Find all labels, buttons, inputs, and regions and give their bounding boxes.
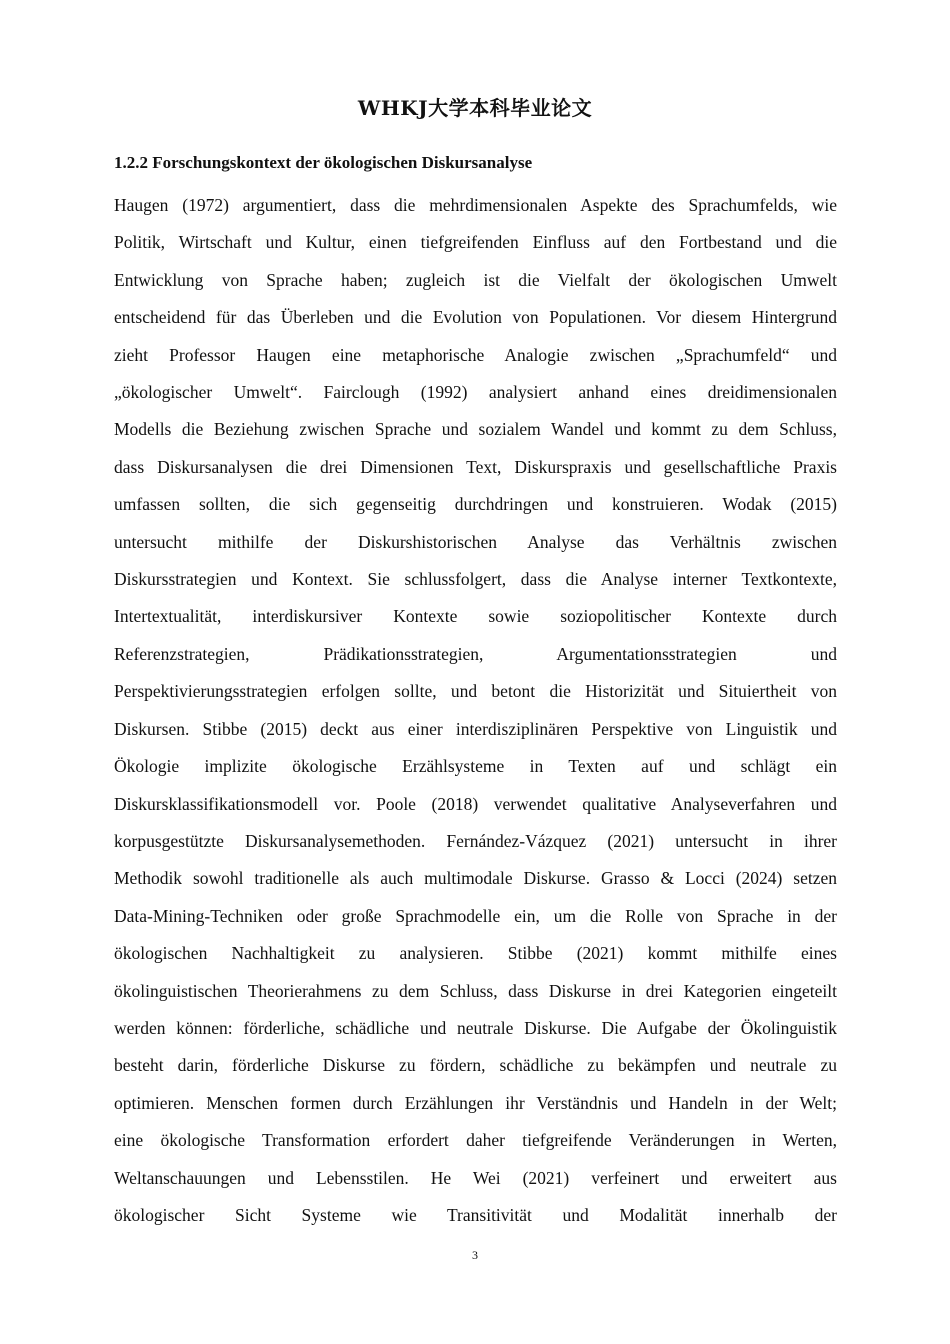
- paragraph-line: Politik, Wirtschaft und Kultur, einen tiefgreifenden Einfluss auf den Fortbestand und die: [114, 232, 837, 253]
- paragraph-line: ökologischer Sicht Systeme wie Transitivität und Modalität innerhalb der: [114, 1204, 837, 1225]
- body-paragraph: [114, 187, 837, 1234]
- paragraph-line: ökologischen Nachhaltigkeit zu analysieren. Stibbe (2021) kommt mithilfe eines: [114, 943, 837, 964]
- paragraph-line: Modells die Beziehung zwischen Sprache und sozialem Wandel und kommt zu dem Schluss,: [114, 419, 837, 440]
- paragraph-line: optimieren. Menschen formen durch Erzählungen ihr Verständnis und Handeln in der Welt;: [114, 1092, 837, 1113]
- paragraph-line: Referenzstrategien, Prädikationsstrategien, Argumentationsstrategien und: [114, 643, 837, 664]
- paragraph-line: untersucht mithilfe der Diskurshistorischen Analyse das Verhältnis zwischen: [114, 531, 837, 552]
- page-number: 3: [472, 1248, 478, 1262]
- paragraph-line: „ökologischer Umwelt“. Fairclough (1992) analysiert anhand eines dreidimensionalen: [114, 382, 837, 403]
- section-heading: 1.2.2 Forschungskontext der ökologischen Diskursanalyse: [114, 153, 533, 172]
- paragraph-line: Entwicklung von Sprache haben; zugleich ist die Vielfalt der ökologischen Umwelt: [114, 269, 837, 290]
- main-content: [114, 150, 837, 1234]
- paragraph-line: eine ökologische Transformation erfordert daher tiefgreifende Veränderungen in Werten,: [114, 1130, 837, 1151]
- paragraph-line: Data-Mining-Techniken oder große Sprachmodelle ein, um die Rolle von Sprache in der: [114, 905, 837, 926]
- page-header-title: WHKJ大学本科毕业论文: [357, 96, 593, 120]
- paragraph-line: Perspektivierungsstrategien erfolgen sollte, und betont die Historizität und Situiertheit von: [114, 681, 837, 702]
- paragraph-line: werden können: förderliche, schädliche und neutrale Diskurse. Die Aufgabe der Ökolinguistik: [114, 1017, 837, 1038]
- paragraph-line: Weltanschauungen und Lebensstilen. He Wei (2021) verfeinert und erweitert aus: [114, 1167, 837, 1188]
- paragraph-line: Intertextualität, interdiskursiver Kontexte sowie soziopolitischer Kontexte durch: [114, 606, 837, 627]
- paragraph-line: Haugen (1972) argumentiert, dass die mehrdimensionalen Aspekte des Sprachumfelds, wie: [114, 195, 837, 215]
- paragraph-line: Methodik sowohl traditionelle als auch multimodale Diskurse. Grasso & Locci (2024) setzen: [114, 868, 837, 889]
- paragraph-line: zieht Professor Haugen eine metaphorische Analogie zwischen „Sprachumfeld“ und: [114, 344, 837, 365]
- paragraph-line: Diskursklassifikationsmodell vor. Poole (2018) verwendet qualitative Analyseverfahren und: [114, 793, 837, 814]
- paragraph-line: dass Diskursanalysen die drei Dimensionen Text, Diskurspraxis und gesellschaftliche Praxis: [114, 456, 837, 477]
- paragraph-line: Diskursstrategien und Kontext. Sie schlussfolgert, dass die Analyse interner Textkontexte,: [114, 569, 837, 590]
- paragraph-line: ökolinguistischen Theorierahmens zu dem Schluss, dass Diskurse in drei Kategorien eingeteilt: [114, 980, 837, 1001]
- paragraph-line: entscheidend für das Überleben und die Evolution von Populationen. Vor diesem Hintergrund: [114, 307, 837, 328]
- paragraph-line: umfassen sollten, die sich gegenseitig durchdringen und konstruieren. Wodak (2015): [114, 494, 837, 515]
- paragraph-line: korpusgestützte Diskursanalysemethoden. Fernández-Vázquez (2021) untersucht in ihrer: [114, 830, 837, 851]
- paragraph-line: besteht darin, förderliche Diskurse zu fördern, schädliche zu bekämpfen und neutrale zu: [114, 1055, 837, 1076]
- paragraph-line: Diskursen. Stibbe (2015) deckt aus einer interdisziplinären Perspektive von Linguistik und: [114, 718, 837, 739]
- paragraph-line: Ökologie implizite ökologische Erzählsysteme in Texten auf und schlägt ein: [114, 756, 837, 777]
